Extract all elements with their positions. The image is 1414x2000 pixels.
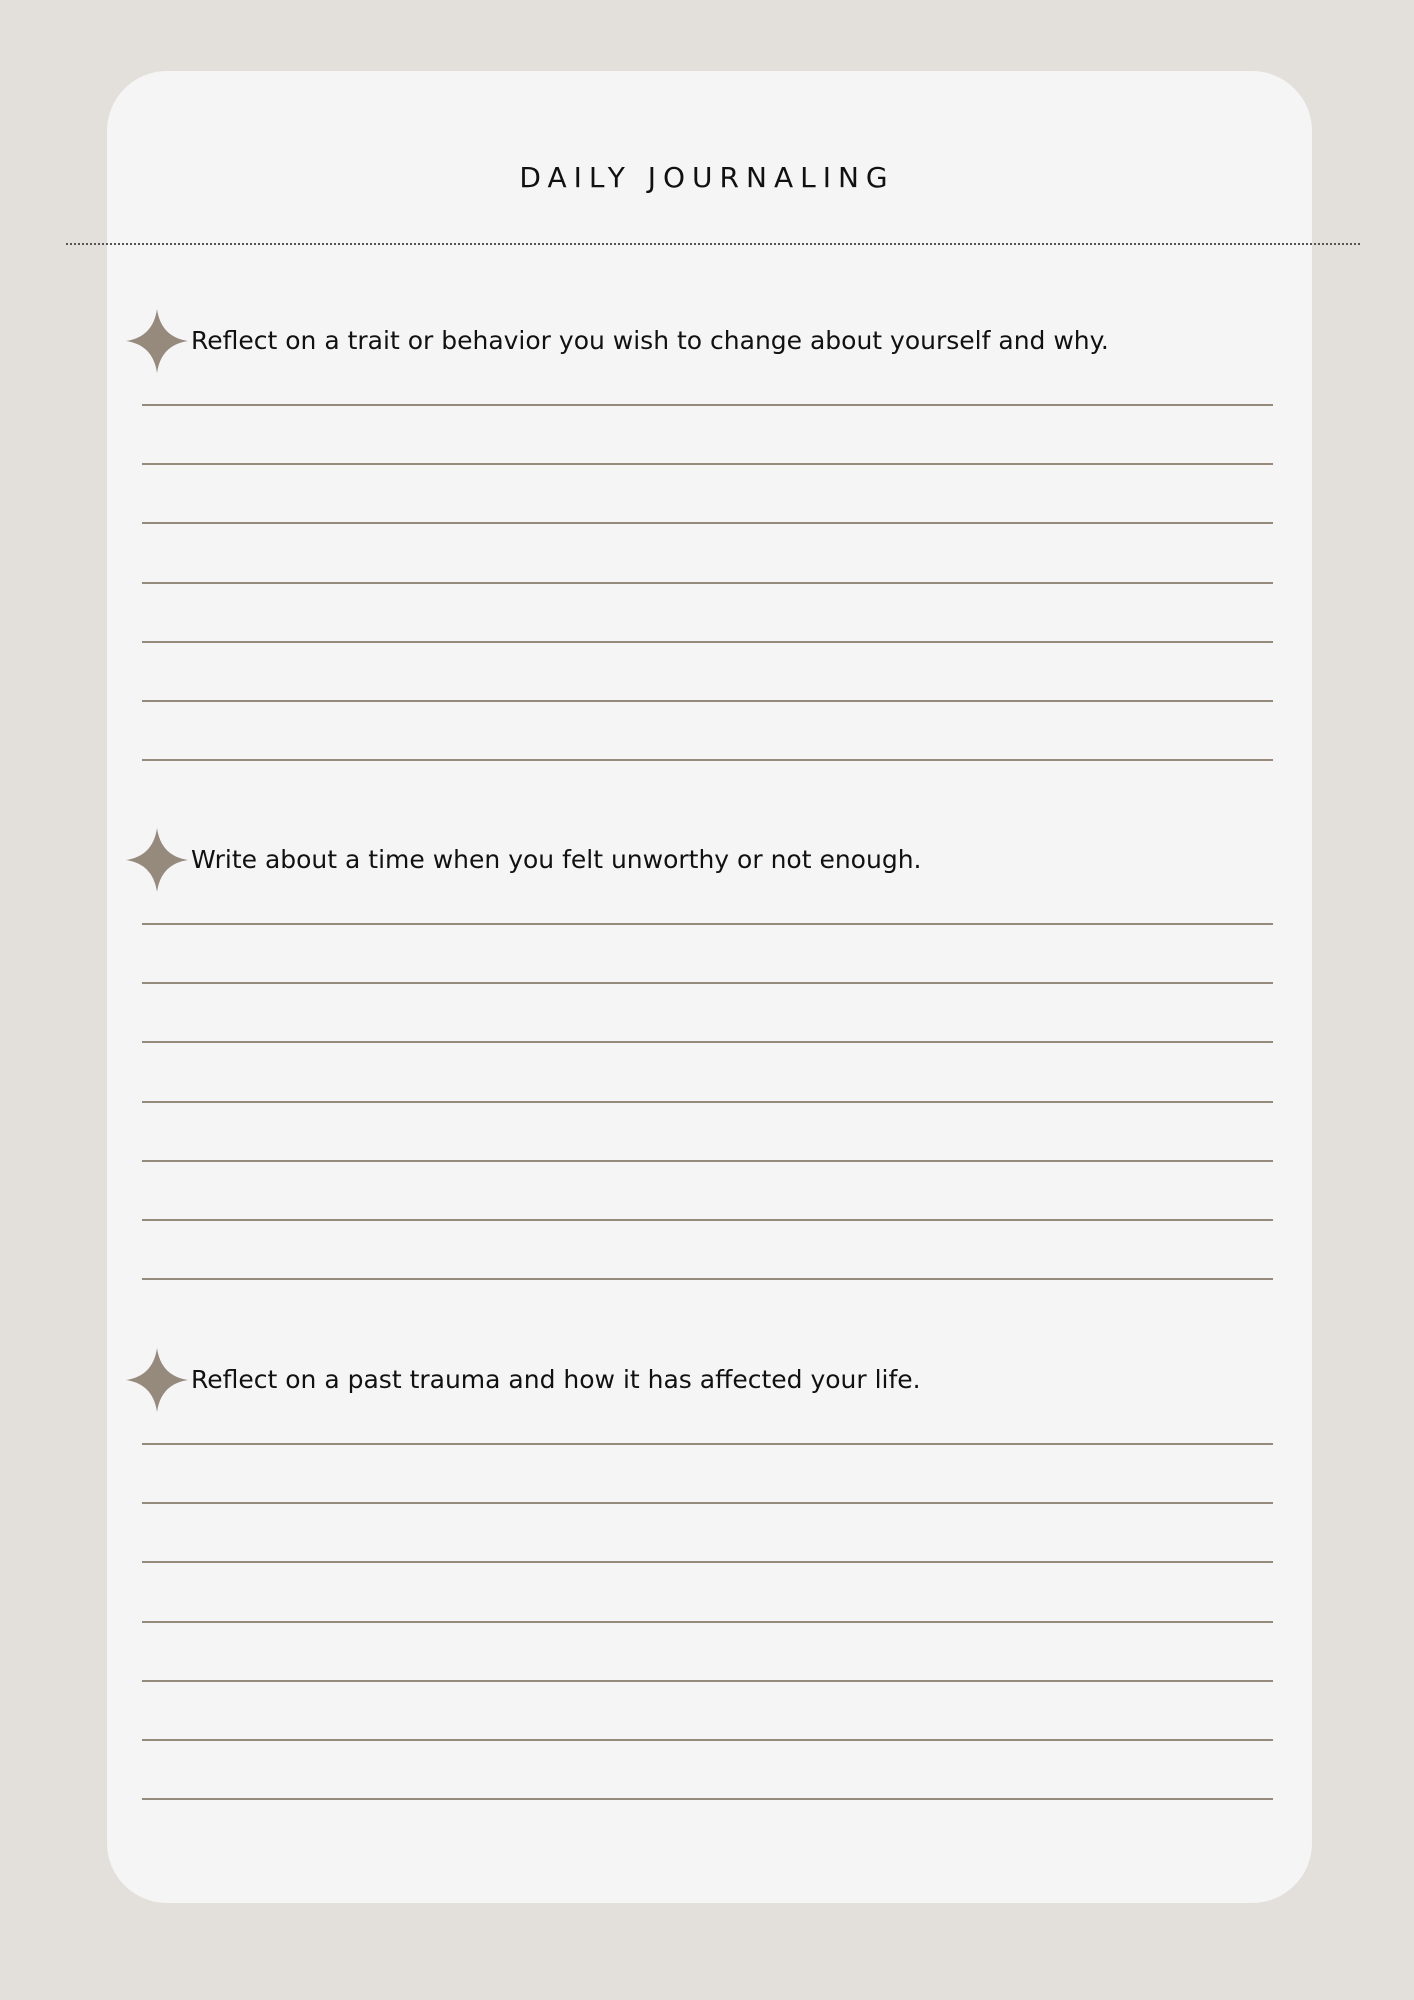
- writing-line[interactable]: [142, 522, 1273, 524]
- writing-line[interactable]: [142, 1101, 1273, 1103]
- writing-line[interactable]: [142, 404, 1273, 406]
- writing-line[interactable]: [142, 1041, 1273, 1043]
- writing-line[interactable]: [142, 1680, 1273, 1682]
- prompt-3-text: Reflect on a past trauma and how it has affected your life.: [191, 1365, 921, 1394]
- writing-line[interactable]: [142, 1798, 1273, 1800]
- writing-line[interactable]: [142, 1621, 1273, 1623]
- prompt-1-text: Reflect on a trait or behavior you wish to change about yourself and why.: [191, 326, 1109, 355]
- writing-line[interactable]: [142, 982, 1273, 984]
- writing-line[interactable]: [142, 1443, 1273, 1445]
- writing-line[interactable]: [142, 700, 1273, 702]
- writing-line[interactable]: [142, 582, 1273, 584]
- sparkle-icon: [126, 828, 188, 892]
- prompt-3: [0, 1348, 1414, 1418]
- writing-line[interactable]: [142, 759, 1273, 761]
- writing-line[interactable]: [142, 1219, 1273, 1221]
- writing-line[interactable]: [142, 463, 1273, 465]
- page-title: DAILY JOURNALING: [519, 161, 895, 194]
- writing-line[interactable]: [142, 923, 1273, 925]
- title-divider: [66, 243, 1360, 245]
- prompt-1: [0, 309, 1414, 379]
- writing-line[interactable]: [142, 1502, 1273, 1504]
- sparkle-icon: [126, 1348, 188, 1412]
- writing-line[interactable]: [142, 1160, 1273, 1162]
- writing-line[interactable]: [142, 641, 1273, 643]
- prompt-2-text: Write about a time when you felt unworthy or not enough.: [191, 845, 922, 874]
- sparkle-icon: [126, 309, 188, 373]
- writing-line[interactable]: [142, 1278, 1273, 1280]
- writing-line[interactable]: [142, 1561, 1273, 1563]
- prompt-2: [0, 828, 1414, 898]
- writing-line[interactable]: [142, 1739, 1273, 1741]
